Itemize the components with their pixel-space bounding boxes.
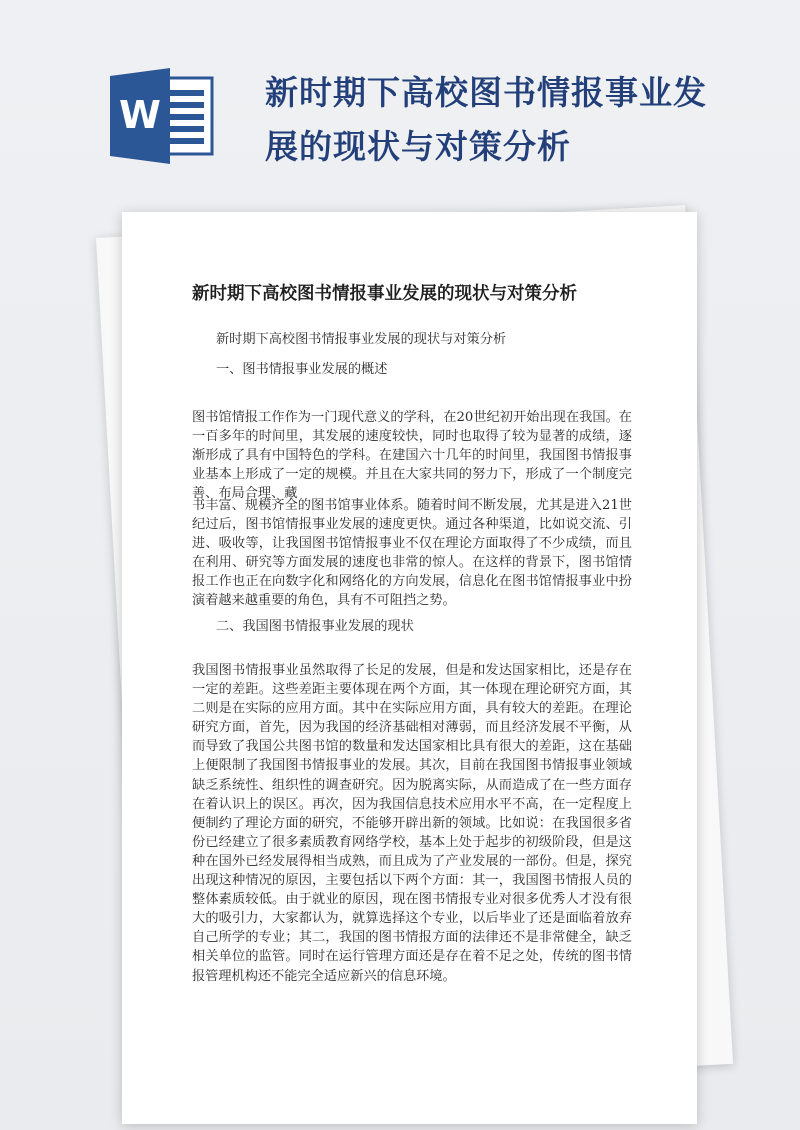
svg-text:W: W bbox=[119, 93, 161, 137]
header-title: 新时期下高校图书情报事业发展的现状与对策分析 bbox=[265, 73, 707, 166]
word-document-icon bbox=[110, 68, 220, 164]
document-subtitle: 新时期下高校图书情报事业发展的现状与对策分析 bbox=[216, 332, 507, 347]
paragraph-status: 我国图书情报事业虽然取得了长足的发展，但是和发达国家相比，还是存在一定的差距。这些差距主要体现在两个方面，其一体现在理论研究方面，其二则是在实际的应用方面。其中在实际应用方面，具有较大的差距。在理论研究方面，首先，因为我国的经济基础相对薄弱，而且经济发展不平衡，从而导致了我国公共图书馆的数量和发达国家相比具有很大的差距，这在基础上便限制了我国图书情报事业的发展。其次，目前在我国图书情报事业领域缺乏系统性、组织性的调查研究。因为脱离实际，从而造成了在一些方面存在着认识上的误区。再次，因为我国信息技术应用水平不高，在一定程度上便制约了理论方面的研究，不能够开辟出新的领域。比如说：在我国很多省份已经建立了很多素质教育网络学校，基本上处于起步的初级阶段，但是这种在国外已经发展得相当成熟，而且成为了产业发展的一部份。但是，探究出现这种情况的原因，主要包括以下两个方面：其一，我国图书情报人员的整体素质较低。由于就业的原因，现在图书情报专业对很多优秀人才没有很大的吸引力，大家都认为，就算选择这个专业，以后毕业了还是面临着放弃自己所学的专业；其二，我国的图书情报方面的法律还不是非常健全，缺乏相关单位的监管。同时在运行管理方面还是存在着不足之处，传统的图书情报管理机构还不能完全适应新兴的信息环境。 bbox=[192, 663, 632, 984]
section-heading-status: 二、我国图书情报事业发展的现状 bbox=[216, 619, 414, 634]
document-title: 新时期下高校图书情报事业发展的现状与对策分析 bbox=[192, 284, 577, 304]
section-heading-overview: 一、图书情报事业发展的概述 bbox=[216, 362, 388, 377]
paragraph-overview-1: 图书馆情报工作作为一门现代意义的学科，在20世纪初开始出现在我国。在一百多年的时间里，其发展的速度较快，同时也取得了较为显著的成绩，逐渐形成了具有中国特色的学科。在建国六十几年的时间里，我国图书情报事业基本上形成了一定的规模。并且在大家共同的努力下，形成了一个制度完善、布局合理、藏 bbox=[192, 410, 632, 502]
document-page bbox=[122, 212, 697, 1124]
paragraph-overview-2: 书丰富、规模齐全的图书馆事业体系。随着时间不断发展，尤其是进入21世纪过后，图书馆情报事业发展的速度更快。通过各种渠道，比如说交流、引进、吸收等，让我国图书馆情报事业不仅在理论方面取得了不少成绩，而且在利用、研究等方面发展的速度也非常的惊人。在这样的背景下，图书馆情报工作也正在向数字化和网络化的方向发展，信息化在图书馆情报事业中扮演着越来越重要的角色，具有不可阻挡之势。 bbox=[192, 498, 632, 609]
